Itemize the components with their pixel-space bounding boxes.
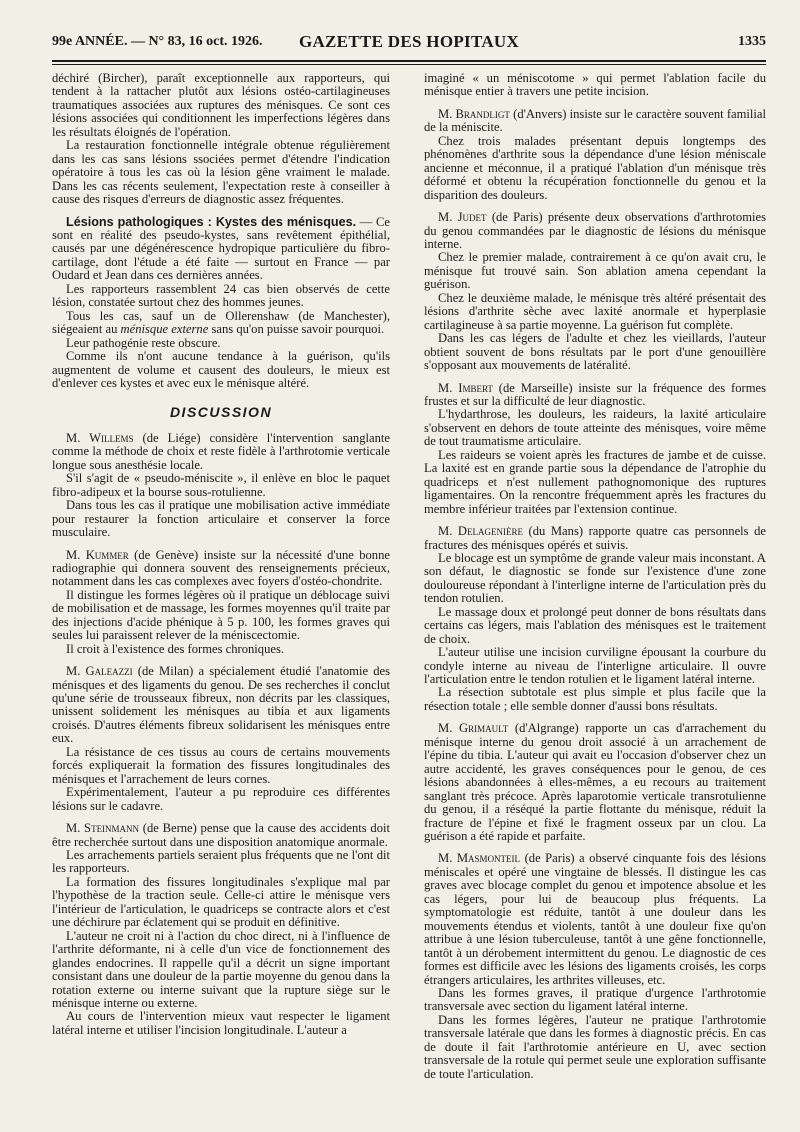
paragraph: Dans les formes légères, l'auteur ne pratique l'arthrotomie transversale latérale que dans les formes à diagnostic précis. En cas de doute il fait l'arthrotomie antérieure en U, avec section transversale de la rotule qui permet seule une exploration suffisante de toute l'articulation. (424, 1012, 766, 1081)
paragraph (424, 211, 766, 251)
paragraph: déchiré (Bircher), paraît exceptionnelle aux rapporteurs, qui tendent à la rattacher plutôt aux lésions ostéo-cartilagineuses traumatiques associées aux ruptures des ménisques. Ce sont ces lésions associées qui conditionnent les imperfections légères dans les résultats éloignés de l'opération. (52, 71, 390, 139)
paragraph-text: Tous les cas, sauf un de Ollerenshaw (de Manchester), siégeaient au (52, 308, 390, 337)
header-rule (52, 60, 766, 62)
paragraph: L'hydarthrose, les douleurs, les raideurs, la laxité articulaire s'observent en dehors de toute atteinte des ménisques, voire même de tout traumatisme articulaire. (424, 407, 766, 449)
paragraph: Le massage doux et prolongé peut donner de bons résultats dans certains cas légers, mais l'ablation des ménisques est le traitement de choix. (424, 604, 766, 646)
paragraph (52, 310, 390, 337)
section-heading: Lésions pathologiques : Kystes des ménisques. (66, 214, 357, 229)
paragraph (424, 382, 766, 409)
paragraph (424, 108, 766, 135)
paragraph-text: — Ce sont en réalité des pseudo-kystes, sans revêtement épithélial, causés par une dégénérescence hydropique particulière du fibro-cartilage, dont l'étude a été faite — surtout en France — par Oudard et Jean dans ces dernières années. (52, 214, 390, 283)
paragraph: Les arrachements partiels seraient plus fréquents que ne l'ont dit les rapporteurs. (52, 848, 390, 876)
running-header (52, 30, 766, 56)
paragraph-text: (de Liége) considère l'intervention sanglante comme la méthode de choix et reste fidèle à l'arthrotomie verticale longue sous anesthésie locale. (52, 430, 390, 472)
paragraph: Au cours de l'intervention mieux vaut respecter le ligament latéral interne et utiliser l'incision longitudinale. L'auteur a (52, 1009, 390, 1037)
paragraph-text: (de Genève) insiste sur la nécessité d'une bonne radiographie qui donnera souvent des renseignements précieux, notamment dans les cas complexes avec foyers d'ostéo-chondrite. (52, 547, 390, 589)
paragraph (52, 432, 390, 472)
paragraph-text: (de Marseille) insiste sur la fréquence des formes frustes et sur la difficulté de leur diagnostic. (424, 380, 766, 408)
paragraph (52, 549, 390, 589)
paragraph: Dans les cas légers de l'adulte et chez les vieillards, l'auteur obtient souvent de bons résultats par le port d'une genouillère s'opposant aux mouvements de latéralité. (424, 331, 766, 373)
header-rule-thin (52, 64, 766, 65)
paragraph: L'auteur utilise une incision curviligne épousant la courbure du condyle interne au niveau de l'interligne articulaire. Il ouvre l'articulation entre le tendon rotulien et le ligament latéral interne. (424, 645, 766, 687)
paragraph: Le blocage est un symptôme de grande valeur mais inconstant. A son défaut, le diagnostic se fonde sur l'existence d'une zone douloureuse répondant à l'interligne interne de l'articulation près du tendon rotulien. (424, 550, 766, 606)
paragraph (424, 722, 766, 843)
paragraph (52, 822, 390, 849)
paragraph: Chez le deuxième malade, le ménisque très altéré présentait des lésions d'arthrite sèche avec laxité anormale et hyperplasie cartilagineuse à sa partie moyenne. La guérison fut complète. (424, 290, 766, 332)
paragraph (52, 216, 390, 283)
author-name: M. Delagenière (438, 524, 523, 539)
paragraph-text: (d'Anvers) insiste sur le caractère souvent familial de la méniscite. (424, 106, 766, 135)
author-name: M. Kummer (66, 547, 129, 562)
author-name: M. Steinmann (66, 821, 140, 836)
paragraph: La résistance de ces tissus au cours de certains mouvements forcés expliquerait la formation des fissures longitudinales des ménisques et l'arrachement de leurs cornes. (52, 744, 390, 786)
paragraph (424, 852, 766, 987)
paragraph-text: (de Berne) pense que la cause des accidents doit être recherchée surtout dans une disposition anatomique anormale. (52, 821, 390, 849)
paragraph: Expérimentalement, l'auteur a pu reproduire ces différentes lésions sur le cadavre. (52, 785, 390, 813)
discussion-heading: DISCUSSION (169, 404, 273, 421)
paragraph: Chez trois malades présentant depuis longtemps des phénomènes d'arthrite sous la dépendance d'une lésion méniscale ancienne et méconnue, il a pratiqué l'ablation d'un ménisque très déformé et obtenu la récupération fonctionnelle du genou et la disparition des douleurs. (424, 133, 766, 202)
paragraph: Leur pathogénie reste obscure. (66, 335, 221, 350)
right-column (424, 72, 766, 1106)
paragraph-text: (d'Algrange) rapporte un cas d'arrachement du ménisque interne du genou droit associé à un arrachement de l'épine du tibia. L'auteur qui avait eu l'occasion d'observer chez un autre accidenté, les graves conséquences pour le genou, de ces lésions abandonnées à elles-mêmes, a eu recours au traitement sanglant très précoce. Après laparotomie verticale transrotulienne du genou, il a réséqué la partie flottante du ménisque, réduit la fracture de l'épine et fixé le fragment osseux par un clou. La guérison a été rapide et parfaite. (424, 721, 766, 844)
paragraph: Dans les formes graves, il pratique d'urgence l'arthrotomie transversale avec section du ligament latéral interne. (424, 986, 766, 1014)
author-name: M. Galeazzi (66, 664, 133, 679)
paragraph-text: (de Paris) présente deux observations d'arthrotomies du genou commandées par le diagnostic de lésions du ménisque interne. (424, 210, 766, 251)
paragraph: Dans tous les cas il pratique une mobilisation active immédiate pour restaurer la fonction articulaire et conserver la force musculaire. (52, 498, 390, 540)
paragraph-text: (de Paris) a observé cinquante fois des lésions méniscales et opéré une vingtaine de blessés. Il distingue les cas graves avec blocage complet du genou et impotence absolue et les cas légers, pour lui de beaucoup plus fréquents. La symptomatologie est réduite, tantôt à une douleur dans les mouvements étendus et violents, tantôt à une douleur fixe qu'on attribue à une lésion tuberculeuse, tantôt à une gêne fonctionnelle, tantôt à un dérobement intermittent du genou. Le diagnostic de ces formes est difficile avec les lésions des ligaments croisés, les corps étrangers articulaires, les arthrites villeuses, etc. (424, 851, 766, 987)
paragraph: Chez le premier malade, contrairement à ce qu'on avait cru, le ménisque fut trouvé sain. Son ablation amena cependant la guérison. (424, 250, 766, 292)
paragraph-text: sans qu'on puisse savoir pourquoi. (208, 322, 385, 337)
emphasis: ménisque externe (120, 322, 209, 337)
author-name: M. Willems (66, 430, 134, 445)
journal-title: GAZETTE DES HOPITAUX (298, 32, 520, 51)
author-name: M. Imbert (438, 380, 493, 395)
left-column (52, 72, 390, 1106)
paragraph: Il distingue les formes légères où il pratique un déblocage suivi de mobilisation et de massage, les formes moyennes qu'il traite par des injections d'acide phénique à 5 p. 100, les formes graves qui seules lui paraissent relever de la méniscectomie. (52, 587, 390, 643)
paragraph: Les raideurs se voient après les fractures de jambe et de cuisse. La laxité est en grande partie sous la dépendance de l'atrophie du quadriceps et n'est nullement pathognomonique des ruptures ligamentaires. On la rencontre fréquemment après les fractures du membre inférieur traitées par l'extension continue. (424, 447, 766, 516)
page-number: 1335 (738, 34, 766, 49)
paragraph: Les rapporteurs rassemblent 24 cas bien observés de cette lésion, constatée surtout chez des hommes jeunes. (52, 281, 390, 310)
paragraph (424, 525, 766, 552)
paragraph: La restauration fonctionnelle intégrale obtenue régulièrement dans les cas sans lésions ssociées permet d'étendre l'indication opératoire à tous les cas où la lésion gêne vraiment le malade. Dans les cas récents seulement, l'expectation reste à conseiller à cause des risques d'erreurs de diagnostic assez fréquentes. (52, 138, 390, 207)
author-name: M. Masmonteil (438, 851, 521, 866)
paragraph-text: (de Milan) a spécialement étudié l'anatomie des ménisques et des ligaments du genou. De ses recherches il conclut qu'une série de trousseaux fibreux, non décrits par les classiques, unissent solidement les ménisques au tibia et aux ligaments croisés. D'autres éléments fibreux solidarisent les ménisques entre eux. (52, 664, 390, 746)
paragraph: Il croit à l'existence des formes chroniques. (66, 641, 285, 656)
paragraph (52, 665, 390, 746)
issue-info: 99e ANNÉE. — N° 83, 16 oct. 1926. (52, 34, 263, 49)
paragraph-text: (du Mans) rapporte quatre cas personnels de fractures des ménisques opérés et suivis. (424, 524, 767, 552)
paragraph: La formation des fissures longitudinales s'explique mal par l'hypothèse de la traction seule. Celle-ci attire le ménisque vers l'intérieur de l'articulation, le quadriceps se contracte alors et c'est une déchirure par éclatement qui se produit en définitive. (52, 874, 390, 930)
paragraph: L'auteur ne croit ni à l'action du choc direct, ni à l'influence de l'arthrite déformante, ni à celle d'un vice de fonctionnement des glandes endocrines. Il rappelle qu'il a décrit un signe important consistant dans une douleur de la partie moyenne du genou dans la rotation externe ou interne suivant que la rupture siège sur le ménisque interne ou externe. (52, 928, 390, 1010)
author-name: M. Brandligt (438, 106, 510, 121)
author-name: M. Grimault (438, 721, 509, 736)
paragraph: S'il s'agit de « pseudo-méniscite », il enlève en bloc le paquet fibro-adipeux et la bourse sous-rotulienne. (52, 471, 390, 499)
paragraph: imaginé « un méniscotome » qui permet l'ablation facile du ménisque entier à travers une petite incision. (424, 71, 766, 99)
paragraph: Comme ils n'ont aucune tendance à la guérison, qu'ils augmentent de volume et causent des douleurs, le mieux est d'enlever ces kystes et avec eux le ménisque altéré. (52, 349, 390, 390)
paragraph: La résection subtotale est plus simple et plus facile que la résection totale ; elle semble donner d'aussi bons résultats. (424, 685, 766, 713)
author-name: M. Judet (438, 210, 487, 225)
